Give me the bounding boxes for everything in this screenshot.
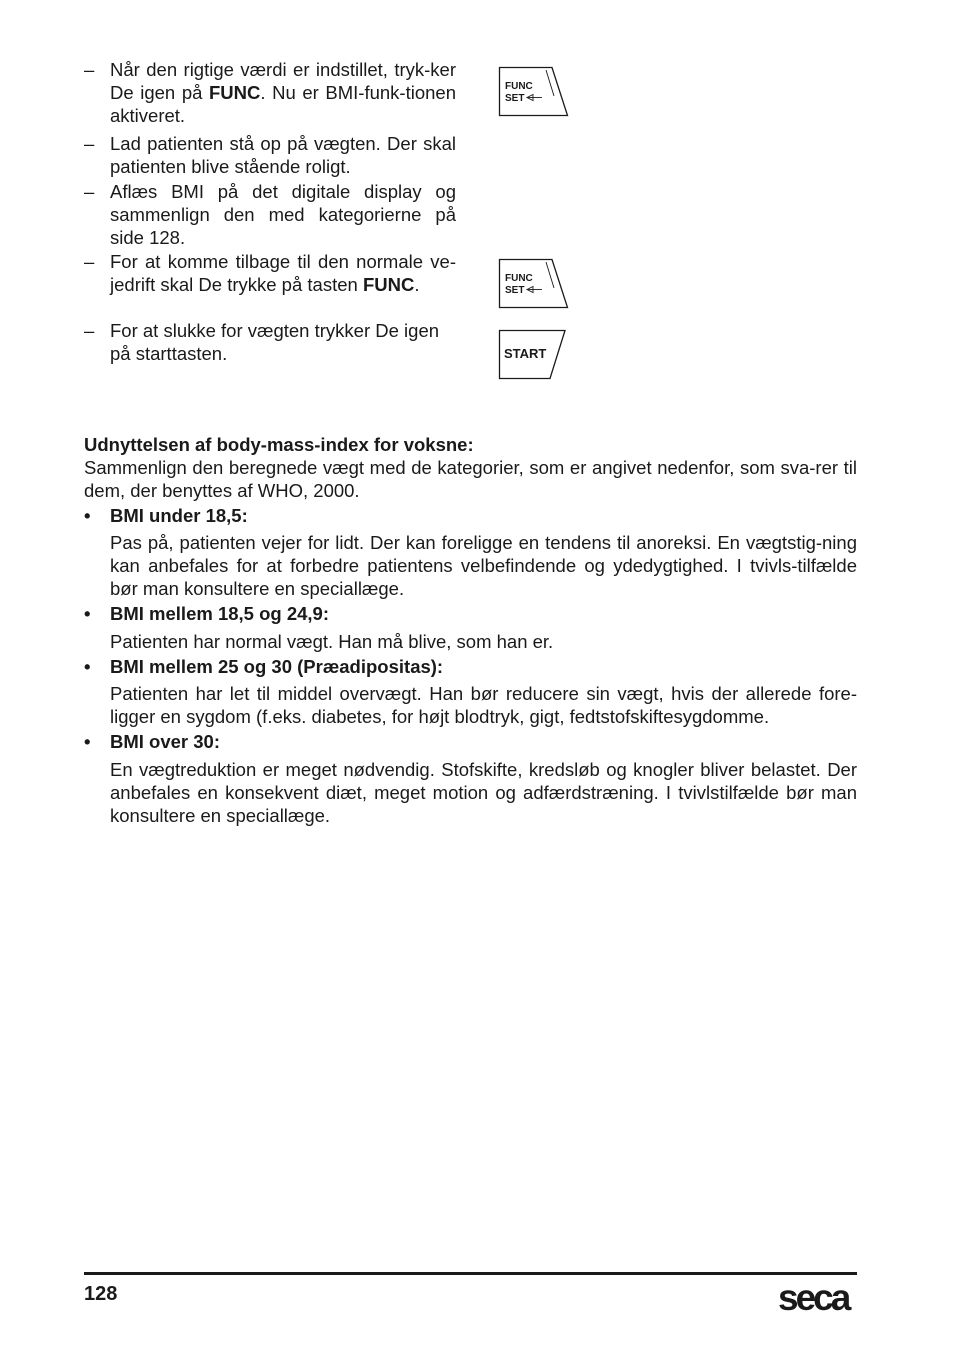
bmi-category-text: Pas på, patienten vejer for lidt. Der kan foreligge en tendens til anoreksi. En vægtstig-ning kan anbefales for at forbedre patientens velbefindende og ydedygtighed. I tvivls-tilfælde bør man konsultere en speciallæge.	[110, 531, 857, 600]
step-1	[84, 58, 456, 128]
seca-logo	[778, 1276, 858, 1316]
bmi-category-text: Patienten har normal vægt. Han må blive, som han er.	[110, 630, 554, 652]
bullet-dot: •	[84, 603, 91, 625]
func-label: FUNC	[505, 81, 533, 92]
func-label: FUNC	[505, 273, 533, 284]
logo-text: seca	[778, 1277, 849, 1316]
bmi-heading: Udnyttelsen af body-mass-index for voksne:	[84, 434, 474, 455]
bmi-section	[84, 433, 857, 829]
step-3	[84, 180, 456, 250]
page-number: 128	[84, 1283, 118, 1305]
dash-marker: –	[84, 320, 95, 341]
step-2	[84, 132, 456, 178]
step-text: For at komme tilbage til den normale ve-jedrift skal De trykke på tasten FUNC.	[110, 251, 456, 296]
dash-marker: –	[84, 59, 95, 80]
step-5	[84, 319, 456, 365]
bullet-dot: •	[84, 655, 91, 677]
start-label: START	[504, 346, 547, 361]
bmi-category-text: Patienten har let til middel overvægt. Han bør reducere sin vægt, hvis der allerede fore-ligger en sygdom (f.eks. diabetes, for højt blodtryk, gigt, fedtstofskiftesygdomme.	[110, 683, 857, 728]
footer-rule	[84, 1272, 857, 1275]
bmi-category-title: • BMI mellem 18,5 og 24,9:	[84, 603, 330, 625]
dash-marker: –	[84, 133, 95, 154]
bmi-category-text: En vægtreduktion er meget nødvendig. Stofskifte, kredsløb og knogler bliver belastet. Der anbefales en konsekvent diæt, meget motion og adfærdstræning. I tvivlstilfælde bør man konsultere en speciallæge.	[110, 758, 857, 827]
set-label: SET	[505, 93, 525, 104]
bmi-category-title: • BMI over 30:	[84, 731, 221, 753]
func-set-key	[498, 66, 570, 117]
func-set-key	[498, 258, 570, 309]
step-text: Aflæs BMI på det digitale display og sammenlign den med kategorierne på side 128.	[110, 181, 456, 249]
step-text: For at slukke for vægten trykker De igen på starttasten.	[110, 320, 440, 365]
step-text: Lad patienten stå op på vægten. Der skal patienten blive stående roligt.	[110, 133, 456, 178]
bmi-category-title: • BMI under 18,5:	[84, 504, 248, 526]
bmi-intro: Sammenlign den beregnede vægt med de kategorier, som er angivet nedenfor, som sva-rer til dem, der benyttes af WHO, 2000.	[84, 457, 857, 502]
start-key	[498, 329, 570, 380]
step-4	[84, 250, 456, 296]
bmi-category-title: • BMI mellem 25 og 30 (Præadipositas):	[84, 655, 444, 677]
dash-marker: –	[84, 251, 95, 272]
bullet-dot: •	[84, 731, 91, 753]
step-text: Når den rigtige værdi er indstillet, tryk-ker De igen på FUNC. Nu er BMI-funk-tionen aktiveret.	[110, 59, 456, 127]
set-label: SET	[505, 285, 525, 296]
bullet-dot: •	[84, 504, 91, 526]
dash-marker: –	[84, 181, 95, 202]
